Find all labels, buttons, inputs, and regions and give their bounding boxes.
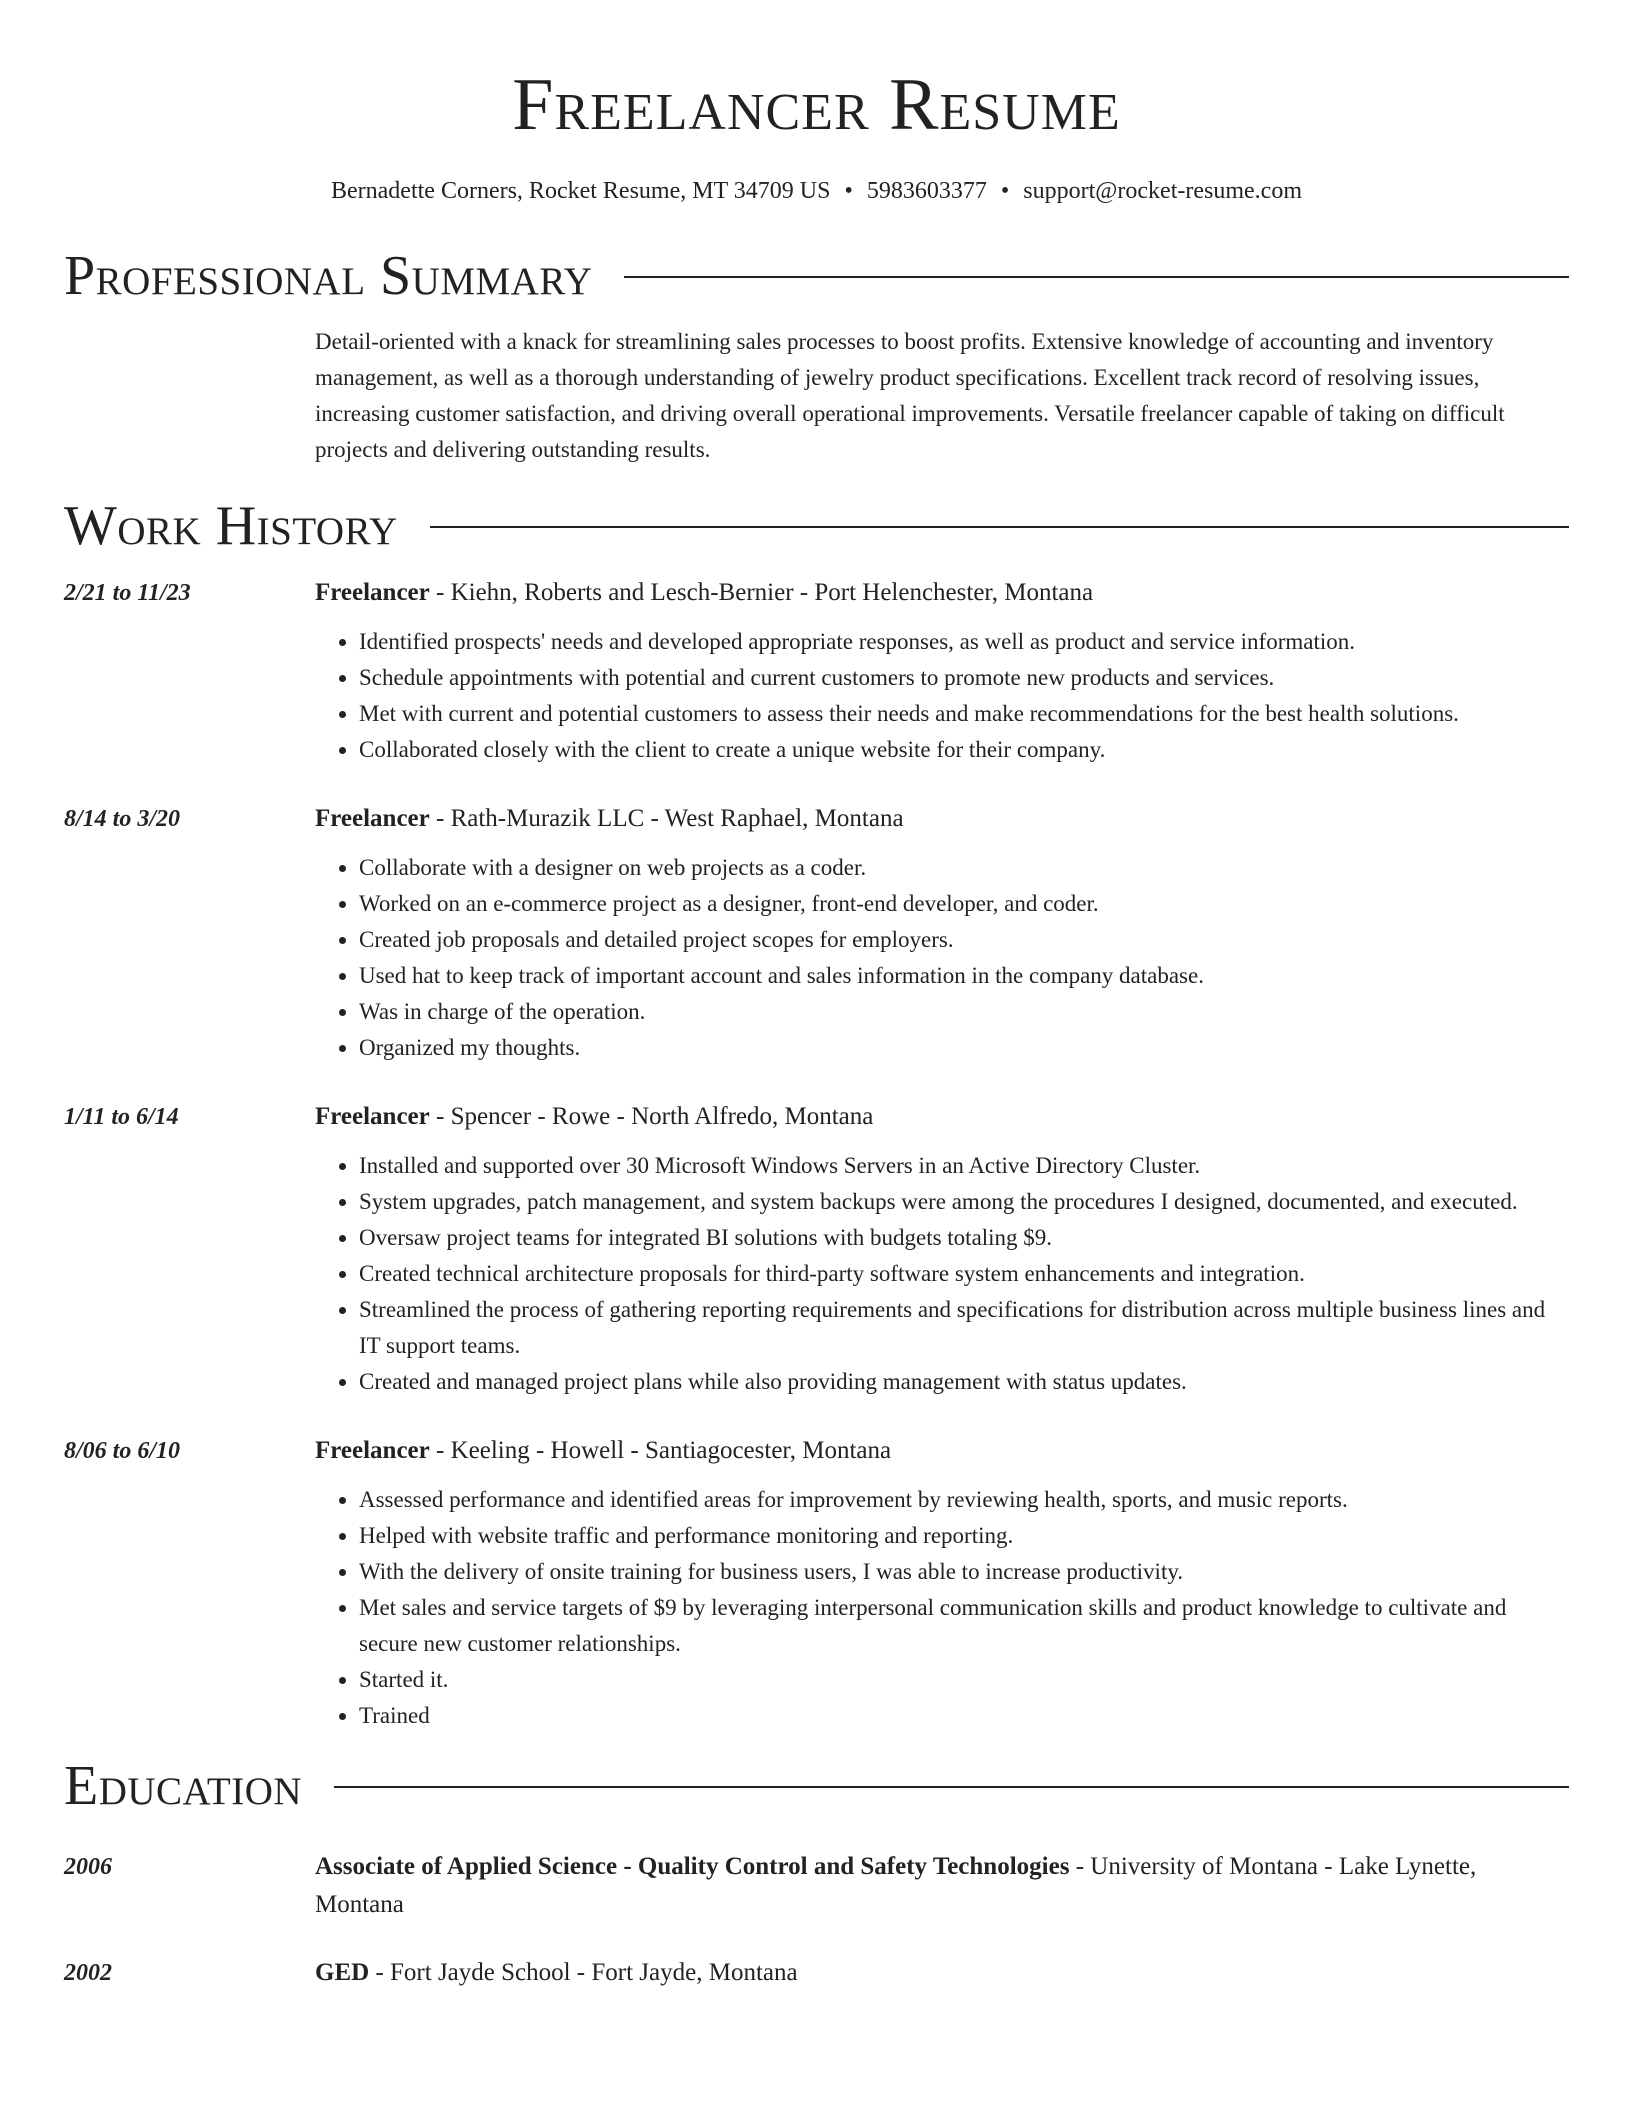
- degree-name: GED: [315, 1959, 370, 1986]
- work-title-line: [315, 1432, 1569, 1470]
- job-title: Freelancer: [315, 1437, 430, 1464]
- work-bullet: • Started it.: [359, 1662, 1569, 1698]
- work-bullet: • Met sales and service targets of $9 by leveraging interpersonal communication skills and product knowledge to cultivate and secure new customer relationships.: [359, 1590, 1569, 1662]
- work-bullet: • Collaborate with a designer on web projects as a coder.: [359, 850, 1569, 886]
- job-title: Freelancer: [315, 1103, 430, 1130]
- work-bullet: • Oversaw project teams for integrated BI solutions with budgets totaling $9.: [359, 1220, 1569, 1256]
- work-bullet: • Collaborated closely with the client to create a unique website for their company.: [359, 732, 1569, 768]
- section-divider: [334, 1786, 1569, 1788]
- education-title-line: [315, 1848, 1569, 1924]
- school-location: - University of Montana - Lake Lynette, Montana: [315, 1853, 1477, 1918]
- job-title: Freelancer: [315, 579, 430, 606]
- work-bullet-list: [315, 624, 1569, 768]
- work-title-line: [315, 1098, 1569, 1136]
- work-entry-content: [315, 574, 1569, 768]
- work-bullet: • Streamlined the process of gathering reporting requirements and specifications for distribution across multiple business lines and IT support teams.: [359, 1292, 1569, 1364]
- work-bullet: • Installed and supported over 30 Microsoft Windows Servers in an Active Directory Cluster.: [359, 1148, 1569, 1184]
- education-year: 2002: [64, 1960, 112, 1986]
- employer-location: - Kiehn, Roberts and Lesch-Bernier - Port Helenchester, Montana: [429, 579, 1094, 606]
- work-history-list: [64, 574, 1569, 1734]
- work-bullet: • With the delivery of onsite training for business users, I was able to increase productivity.: [359, 1554, 1569, 1590]
- work-bullet-list: [315, 1148, 1569, 1400]
- work-bullet: • Created job proposals and detailed project scopes for employers.: [359, 922, 1569, 958]
- degree-name: Associate of Applied Science - Quality Control and Safety Technologies: [315, 1853, 1070, 1880]
- summary-section-header: [64, 244, 1569, 308]
- resume-page: [64, 0, 1569, 1992]
- summary-text: Detail-oriented with a knack for streamlining sales processes to boost profits. Extensive knowledge of accounting and inventory management, as well as a thorough understanding of jewelry product specifications. Excellent track record of resolving issues, increasing customer satisfaction, and driving overall operational improvements. Versatile freelancer capable of taking on difficult projects and delivering outstanding results.: [315, 329, 1505, 462]
- work-bullet: • Created and managed project plans while also providing management with status updates.: [359, 1364, 1569, 1400]
- summary-heading: Professional Summary: [64, 245, 593, 307]
- education-heading: Education: [64, 1755, 303, 1817]
- employer-location: - Rath-Murazik LLC - West Raphael, Montana: [429, 805, 904, 832]
- work-bullet: • Met with current and potential customers to assess their needs and make recommendations for the best health solutions.: [359, 696, 1569, 732]
- education-list: [64, 1848, 1569, 1992]
- contact-address: Bernadette Corners, Rocket Resume, MT 34709 US: [331, 178, 831, 204]
- work-title-line: [315, 800, 1569, 838]
- contact-phone: 5983603377: [866, 178, 987, 204]
- work-entry-content: [315, 1098, 1569, 1400]
- work-bullet: • Trained: [359, 1698, 1569, 1734]
- education-entry: [64, 1848, 1569, 1924]
- work-entry: [64, 1098, 1569, 1400]
- work-bullet: • Worked on an e-commerce project as a designer, front-end developer, and coder.: [359, 886, 1569, 922]
- work-bullet: • Used hat to keep track of important account and sales information in the company database.: [359, 958, 1569, 994]
- work-bullet: • Assessed performance and identified areas for improvement by reviewing health, sports, and music reports.: [359, 1482, 1569, 1518]
- work-entry: [64, 1432, 1569, 1734]
- section-divider: [430, 526, 1569, 528]
- work-bullet-list: [315, 1482, 1569, 1734]
- education-entry: [64, 1954, 1569, 1992]
- education-title-line: [315, 1954, 1569, 1992]
- work-bullet: • Was in charge of the operation.: [359, 994, 1569, 1030]
- contact-email: support@rocket-resume.com: [1023, 178, 1302, 204]
- job-title: Freelancer: [315, 805, 430, 832]
- work-dates: 8/06 to 6/10: [64, 1438, 181, 1464]
- work-section-header: [64, 494, 1569, 558]
- work-bullet: • Schedule appointments with potential and current customers to promote new products and services.: [359, 660, 1569, 696]
- section-divider: [624, 276, 1569, 278]
- work-entry-content: [315, 1432, 1569, 1734]
- work-bullet: • Organized my thoughts.: [359, 1030, 1569, 1066]
- work-bullet: • Created technical architecture proposals for third-party software system enhancements and integration.: [359, 1256, 1569, 1292]
- contact-separator: •: [844, 178, 853, 204]
- work-title-line: [315, 574, 1569, 612]
- education-entry-content: [315, 1954, 1569, 1992]
- work-dates: 2/21 to 11/23: [64, 580, 191, 606]
- work-entry: [64, 800, 1569, 1066]
- education-entry-content: [315, 1848, 1569, 1924]
- contact-line: [64, 176, 1569, 206]
- employer-location: - Spencer - Rowe - North Alfredo, Montana: [429, 1103, 874, 1130]
- education-year: 2006: [64, 1854, 112, 1880]
- education-section-header: [64, 1754, 1569, 1818]
- work-dates: 8/14 to 3/20: [64, 806, 181, 832]
- work-entry: [64, 574, 1569, 768]
- work-bullet: • System upgrades, patch management, and system backups were among the procedures I designed, documented, and executed.: [359, 1184, 1569, 1220]
- work-heading: Work History: [64, 495, 398, 557]
- employer-location: - Keeling - Howell - Santiagocester, Montana: [429, 1437, 892, 1464]
- contact-separator: •: [1000, 178, 1010, 204]
- school-location: - Fort Jayde School - Fort Jayde, Montana: [369, 1959, 798, 1986]
- work-bullet: • Helped with website traffic and performance monitoring and reporting.: [359, 1518, 1569, 1554]
- work-bullet-list: [315, 850, 1569, 1066]
- resume-title: Freelancer Resume: [512, 64, 1121, 146]
- work-bullet: • Identified prospects' needs and developed appropriate responses, as well as product and service information.: [359, 624, 1569, 660]
- work-entry-content: [315, 800, 1569, 1066]
- work-dates: 1/11 to 6/14: [64, 1104, 179, 1130]
